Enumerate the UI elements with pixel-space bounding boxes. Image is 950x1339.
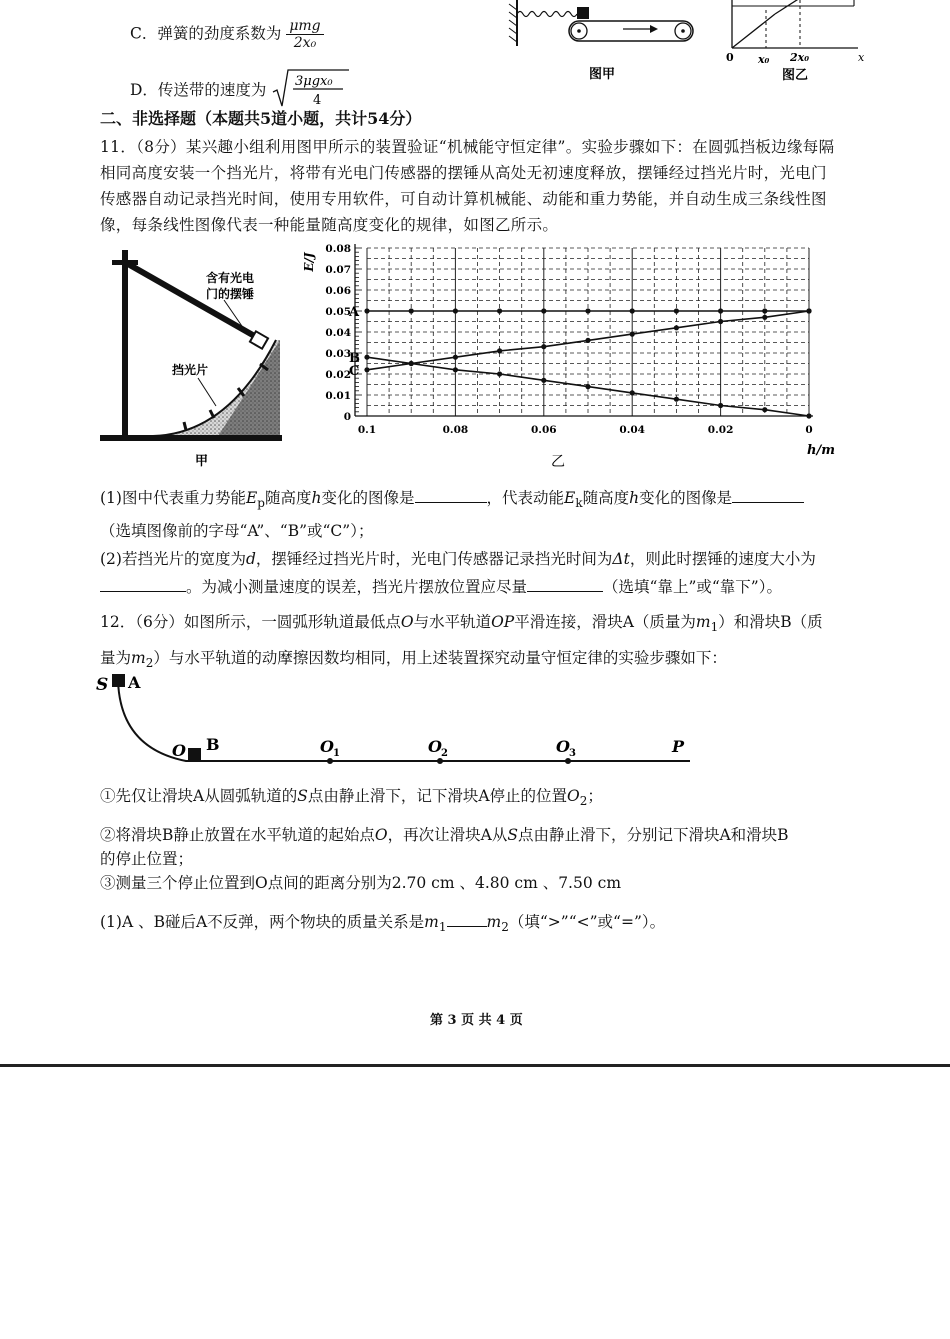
series-point-c xyxy=(453,355,458,360)
x-tick-label: 0.04 xyxy=(619,424,645,436)
option-d-radicand: 3μgx₀ xyxy=(295,74,333,89)
y-tick-label: 0.01 xyxy=(325,390,351,402)
option-c xyxy=(130,18,324,51)
series-point-a xyxy=(630,308,635,313)
y-tick-label: 0.04 xyxy=(325,327,351,339)
label-s: S xyxy=(96,675,109,695)
series-label-b: B xyxy=(349,351,360,367)
option-c-fraction xyxy=(286,18,323,51)
y-tick-label: 0.03 xyxy=(325,348,351,360)
chart-xlabel: h/m xyxy=(807,443,835,458)
symbol-m2-b-sub: 2 xyxy=(501,920,509,935)
label-a: A xyxy=(128,673,141,692)
q11-sub2-text-e: 。为减小测量速度的误差，挡光片摆放位置应尽量 xyxy=(186,578,528,596)
x-tick-label: 0.06 xyxy=(531,424,557,436)
chart-ylabel: E/J xyxy=(302,252,316,272)
series-point-a xyxy=(364,308,369,313)
label-o2-sub: 2 xyxy=(441,748,448,759)
stand-pole xyxy=(122,250,128,438)
series-point-a xyxy=(585,308,590,313)
option-d-label: D．传送带的速度为 xyxy=(130,81,267,99)
pendulum-figure xyxy=(98,240,288,470)
label-o2: O xyxy=(428,737,442,756)
wall-hatching xyxy=(509,4,517,42)
series-point-c xyxy=(585,338,590,343)
q11-intro-line-4: 像，每条线性图像代表一种能量随高度变化的规律，如图乙所示。 xyxy=(100,216,559,234)
series-label-c: C xyxy=(349,363,360,379)
y-tick-label: 0.06 xyxy=(325,285,351,297)
series-point-c xyxy=(762,315,767,320)
q11-sub2-text-c: ，则此时摆锤的速度大小为 xyxy=(629,550,816,568)
symbol-m1-b-sub: 1 xyxy=(438,920,447,935)
symbol-m2-b: m xyxy=(486,913,502,931)
q12-step2-line1 xyxy=(100,824,789,846)
q12-text-f: ）与水平轨道的动摩擦因数均相同，用上述装置探究动量守恒定律的实验步骤如下： xyxy=(153,649,727,667)
label-pendulum-line-2: 门的摆锤 xyxy=(206,287,255,301)
series-point-c xyxy=(806,308,811,313)
q11-sub1 xyxy=(100,486,804,514)
q11-sub2-text-f: （选填“靠上”或“靠下”）。 xyxy=(603,578,782,596)
axis-x-label: x xyxy=(858,51,865,64)
symbol-ep-sub: p xyxy=(257,496,265,511)
symbol-op: OP xyxy=(491,613,515,631)
tick-x0: x₀ xyxy=(758,53,770,66)
q12-step2-text-b: ，再次让滑块A从 xyxy=(387,826,508,844)
top-figure-jia xyxy=(505,0,705,80)
series-point-a xyxy=(497,308,502,313)
answer-blank-mass[interactable] xyxy=(447,910,487,927)
series-point-b xyxy=(718,403,723,408)
symbol-h: h xyxy=(311,489,322,507)
sqrt-sign-icon xyxy=(271,66,351,110)
series-point-c xyxy=(497,348,502,353)
label-shutter: 挡光片 xyxy=(172,363,209,377)
series-point-b xyxy=(453,367,458,372)
block-a xyxy=(112,674,125,687)
series-point-b xyxy=(585,384,590,389)
q11-sub1-text-e: 随高度 xyxy=(582,489,630,507)
symbol-m2: m xyxy=(131,649,146,667)
series-point-c xyxy=(718,319,723,324)
symbol-s: S xyxy=(297,787,308,805)
q11-sub1-text-a: (1)图中代表重力势能 xyxy=(100,489,246,507)
q12-step1-text-b: 点由静止滑下，记下滑块A停止的位置 xyxy=(307,787,568,805)
chart-series xyxy=(348,305,812,419)
answer-blank-velocity[interactable] xyxy=(100,575,186,592)
q12-step1-text-c: ； xyxy=(587,787,603,805)
q12-text-e: 量为 xyxy=(100,649,132,667)
answer-blank-ep[interactable] xyxy=(415,486,487,503)
q11-sub2-line1 xyxy=(100,548,816,570)
y-tick-label: 0.02 xyxy=(325,369,351,381)
q12-sub1-text-a: (1)A 、B碰后A不反弹，两个物块的质量关系是 xyxy=(100,913,425,931)
q12-step3: ③测量三个停止位置到O点间的距离分别为2.70 cm 、4.80 cm 、7.50 cm xyxy=(100,874,622,892)
y-tick-label: 0.05 xyxy=(325,306,351,318)
series-point-b xyxy=(630,390,635,395)
tick-2x0: 2x₀ xyxy=(790,51,810,64)
q12-step2-text-a: ②将滑块B静止放置在水平轨道的起始点 xyxy=(100,826,375,844)
label-o3-sub: 3 xyxy=(569,748,576,759)
series-point-c xyxy=(630,332,635,337)
q12-sub1-text-b: （填“>”“<”或“=”）。 xyxy=(508,913,666,931)
symbol-o2: O xyxy=(567,787,580,805)
q12-line1 xyxy=(100,611,823,638)
option-d-denominator: 4 xyxy=(313,93,322,108)
series-point-b xyxy=(497,371,502,376)
series-point-b xyxy=(674,397,679,402)
q12-text-d: ）和滑块B（质 xyxy=(718,613,823,631)
q12-text-b: 与水平轨道 xyxy=(413,613,492,631)
q11-sub2-line2 xyxy=(100,575,782,598)
q12-step1 xyxy=(100,785,603,812)
q11-sub2-text-b: ，摆锤经过挡光片时，光电门传感器记录挡光时间为 xyxy=(255,550,613,568)
axis-origin-label: 0 xyxy=(726,51,734,64)
q11-sub2-text-a: (2)若挡光片的宽度为 xyxy=(100,550,246,568)
option-c-label: C．弹簧的劲度系数为 xyxy=(130,24,282,43)
q11-intro-line-2: 相同高度安装一个挡光片，将带有光电门传感器的摆锤从高处无初速度释放，摆锤经过挡光片时，光电门 xyxy=(100,164,827,182)
track-figure xyxy=(90,668,700,768)
q11-intro xyxy=(100,134,890,238)
section-heading: 二、非选择题（本题共5道小题，共计54分） xyxy=(100,109,422,128)
symbol-m1-sub: 1 xyxy=(710,620,719,635)
series-point-a xyxy=(453,308,458,313)
series-point-a xyxy=(762,308,767,313)
spring xyxy=(517,12,577,17)
symbol-o: O xyxy=(400,613,414,631)
q11-intro-line-3: 传感器自动记录挡光时间，使用专用软件，可自动计算机械能、动能和重力势能，并自动生成三条线性图 xyxy=(100,190,827,208)
scan-edge-line xyxy=(0,1064,950,1067)
y-tick-label: 0.07 xyxy=(325,264,351,276)
series-point-a xyxy=(409,308,414,313)
answer-blank-ek[interactable] xyxy=(732,486,804,503)
label-o: O xyxy=(172,741,186,760)
q12-text-a: 12．（6分）如图所示，一圆弧形轨道最低点 xyxy=(100,613,401,631)
fig-jia-caption: 图甲 xyxy=(589,67,616,80)
x-tick-label: 0.1 xyxy=(357,424,377,436)
chart-grid xyxy=(367,248,809,416)
series-point-c xyxy=(541,344,546,349)
option-c-denominator: 2x₀ xyxy=(293,35,317,51)
fig-jia-caption-q11: 甲 xyxy=(195,454,209,469)
label-p: P xyxy=(672,737,685,756)
series-point-b xyxy=(364,355,369,360)
page-footer: 第 3 页 共 4 页 xyxy=(430,1013,523,1028)
symbol-s-step2: S xyxy=(507,826,518,844)
series-label-a: A xyxy=(349,305,360,320)
x-tick-label: 0.02 xyxy=(707,424,734,436)
fig-yi-caption: 图乙 xyxy=(782,68,809,83)
symbol-h-2: h xyxy=(629,489,640,507)
symbol-m1-b: m xyxy=(424,913,439,931)
series-point-c xyxy=(409,361,414,366)
series-point-b xyxy=(806,413,811,418)
series-point-c xyxy=(364,367,369,372)
symbol-m2-sub: 2 xyxy=(145,656,154,671)
block-b xyxy=(188,748,201,761)
energy-chart xyxy=(295,240,855,472)
x-tick-label: 0 xyxy=(805,424,813,436)
label-b: B xyxy=(206,735,220,754)
graph-line xyxy=(732,14,775,48)
series-point-a xyxy=(718,308,723,313)
q12-step2-text-c: 点由静止滑下，分别记下滑块A和滑块B xyxy=(517,826,789,844)
q11-intro-line-1: 11．（8分）某兴趣小组利用图甲所示的装置验证“机械能守恒定律”。实验步骤如下：在圆弧挡板边缘每隔 xyxy=(100,138,835,156)
series-point-b xyxy=(762,407,767,412)
q11-sub1-text-c: 变化的图像是 xyxy=(321,489,415,507)
q12-step2-line2: 的停止位置； xyxy=(100,850,194,868)
symbol-d: d xyxy=(245,550,256,568)
q12-text-c: 平滑连接，滑块A（质量为 xyxy=(514,613,696,631)
option-c-numerator: μmg xyxy=(286,18,323,35)
x-tick-label: 0.08 xyxy=(442,424,469,436)
q12-step1-text-a: ①先仅让滑块A从圆弧轨道的 xyxy=(100,787,298,805)
q12-sub1 xyxy=(100,910,665,938)
label-o3: O xyxy=(556,737,570,756)
chart-caption: 乙 xyxy=(551,454,565,470)
track-line xyxy=(118,680,690,761)
symbol-dt: Δt xyxy=(612,550,630,568)
label-pendulum-line-1: 含有光电 xyxy=(206,271,255,285)
y-tick-label: 0 xyxy=(343,411,351,423)
symbol-o2-sub: 2 xyxy=(579,794,588,809)
symbol-o-step2: O xyxy=(374,826,388,844)
series-point-c xyxy=(674,325,679,330)
q11-sub1-text-b: 随高度 xyxy=(264,489,312,507)
q11-sub1-note: （选填图像前的字母“A”、“B”或“C”）； xyxy=(100,522,374,540)
series-point-a xyxy=(674,308,679,313)
label-o1-sub: 1 xyxy=(333,748,340,759)
symbol-ep: E xyxy=(245,489,258,507)
symbol-ek-sub: k xyxy=(575,496,583,511)
q11-sub1-text-d: ，代表动能 xyxy=(486,489,565,507)
series-point-a xyxy=(541,308,546,313)
label-o1: O xyxy=(320,737,334,756)
q11-sub1-text-f: 变化的图像是 xyxy=(639,489,733,507)
symbol-ek: E xyxy=(564,489,576,507)
top-figure-yi xyxy=(720,0,870,85)
symbol-m1: m xyxy=(695,613,711,631)
block xyxy=(577,7,589,19)
y-tick-label: 0.08 xyxy=(325,243,351,255)
series-point-b xyxy=(541,378,546,383)
answer-blank-position[interactable] xyxy=(527,575,603,592)
chart-axes xyxy=(355,244,813,416)
